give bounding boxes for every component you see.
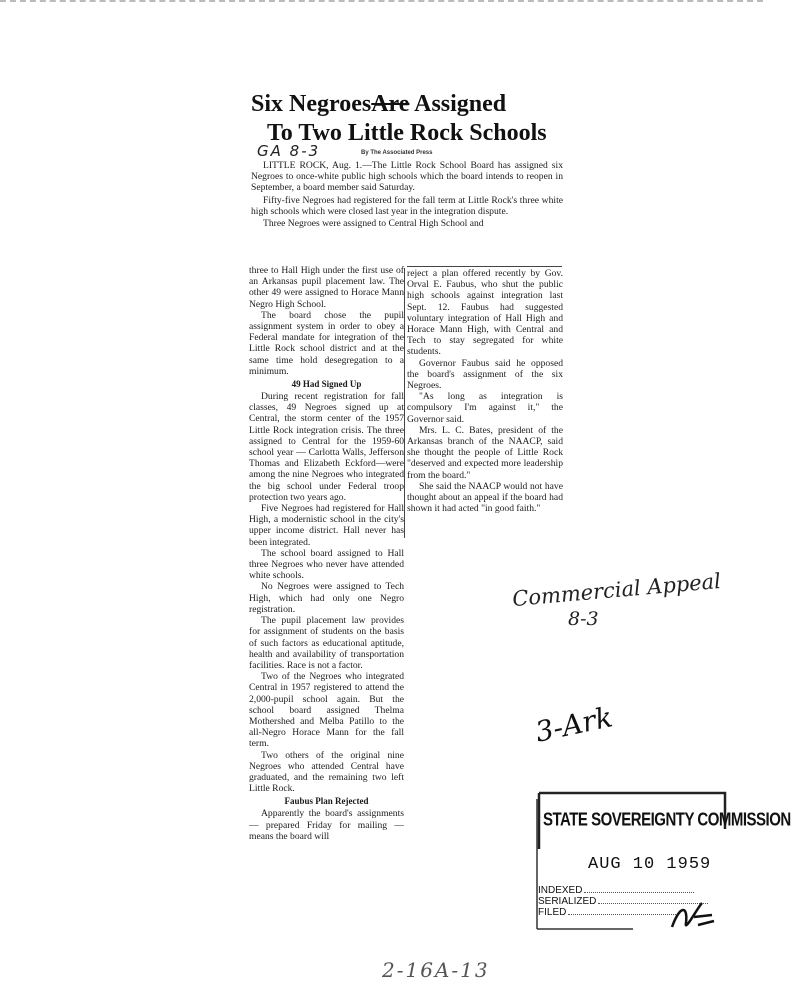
body-paragraph: Mrs. L. C. Bates, president of the Arkansas branch of the NAACP, said she thought the people of Little Rock "deserved and expected more leadership from the board." (407, 424, 563, 481)
lead-section (251, 160, 563, 230)
stamp-field-serialized: SERIALIZED (538, 896, 708, 907)
body-paragraph: She said the NAACP would not have thought about an appeal if the board had shown it had acted "in good faith." (407, 480, 563, 515)
body-paragraph: No Negroes were assigned to Tech High, which had only one Negro registration. (249, 581, 404, 615)
document-number: 2-16A-13 (382, 958, 490, 982)
headline (251, 90, 567, 148)
body-paragraph: "As long as integration is compulsory I'm against it," the Governor said. (407, 391, 563, 425)
body-paragraph: Apparently the board's assignments — prepared Friday for mailing — means the board will (249, 808, 404, 842)
body-paragraph: Governor Faubus said he opposed the board's assignment of the six Negroes. (407, 357, 563, 392)
lead-paragraph: Fifty-five Negroes had registered for the fall term at Little Rock's three white high schools which were closed last year in the integration dispute. (251, 194, 563, 217)
column-b (407, 268, 563, 514)
body-paragraph: Five Negroes had registered for Hall High, a modernistic school in the city's upper income district. Hall never has been integrated. (249, 503, 404, 548)
stamp-title: STATE SOVEREIGNTY COMMISSION (543, 809, 791, 831)
headline-line-2: To Two Little Rock Schools (267, 120, 547, 146)
handwritten-location: 3-Ark (532, 700, 616, 749)
byline: By The Associated Press (361, 150, 433, 156)
stamp-date: AUG 10 1959 (588, 855, 712, 874)
lead-paragraph: LITTLE ROCK, Aug. 1.—The Little Rock School Board has assigned six Negroes to once-white public high schools which the board intends to reopen in September, a board member said Saturday. (251, 160, 563, 194)
body-paragraph: During recent registration for fall classes, 49 Negroes signed up at Central, the storm center of the 1957 Little Rock integration crisis. The three assigned to Central for the 1959-60 school year — Carlotta Walls, Jefferson Thomas and Elizabeth Eckford—were among the nine Negroes who integrated the big school under Federal troop protection two years ago. (249, 391, 404, 503)
newspaper-clipping (245, 88, 567, 896)
subhead: Faubus Plan Rejected (284, 796, 369, 807)
body-paragraph: Two of the Negroes who integrated Central in 1957 registered to attend the 2,000-pupil school again. But the school board assigned Thelma Mothershed and Melba Patillo to the all-Negro Horace Mann for the fall term. (249, 671, 404, 750)
column-divider (404, 268, 405, 538)
body-paragraph: The school board assigned to Hall three Negroes who never have attended white schools. (249, 547, 404, 582)
stamp-field-indexed: INDEXED (538, 885, 694, 896)
body-paragraph: The board chose the pupil assignment system in order to obey a Federal mandate for integration of the Little Rock school district and at the same time hold desegregation to a minimum. (249, 309, 404, 377)
headline-struck-word: Are (371, 91, 410, 117)
commission-stamp (533, 789, 791, 937)
signature-scribble (668, 897, 718, 937)
handwritten-date: 8-3 (568, 608, 599, 630)
stamp-signature (668, 897, 718, 945)
scan-edge-line (0, 0, 763, 6)
handwritten-source: Commercial Appeal (511, 568, 722, 612)
body-paragraph: Two others of the original nine Negroes who attended Central have graduated, and the remaining two left Little Rock. (249, 749, 404, 795)
lead-paragraph: Three Negroes were assigned to Central High School and (263, 218, 484, 230)
column-a (249, 265, 404, 842)
handwritten-code: GA 8-3 (257, 142, 321, 160)
body-paragraph: reject a plan offered recently by Gov. Orval E. Faubus, who shut the public high schools against integration last Sept. 12. Faubus had suggested voluntary integration of Hall High and Horace Mann High, with Central and Tech to stay segregated for white students. (407, 268, 563, 358)
headline-part-a: Six Negroes (251, 91, 372, 117)
headline-part-b: Assigned (414, 91, 507, 117)
subhead: 49 Had Signed Up (291, 379, 362, 390)
body-paragraph: The pupil placement law provides for assignment of students on the basis of such factors as educational aptitude, health and availability of transportation facilities. Race is not a factor. (249, 615, 404, 671)
body-paragraph: three to Hall High under the first use of an Arkansas pupil placement law. The other 49 were assigned to Horace Mann Negro High School. (249, 265, 404, 310)
stamp-field-filed: FILED (538, 907, 678, 918)
column-rule (407, 266, 562, 267)
